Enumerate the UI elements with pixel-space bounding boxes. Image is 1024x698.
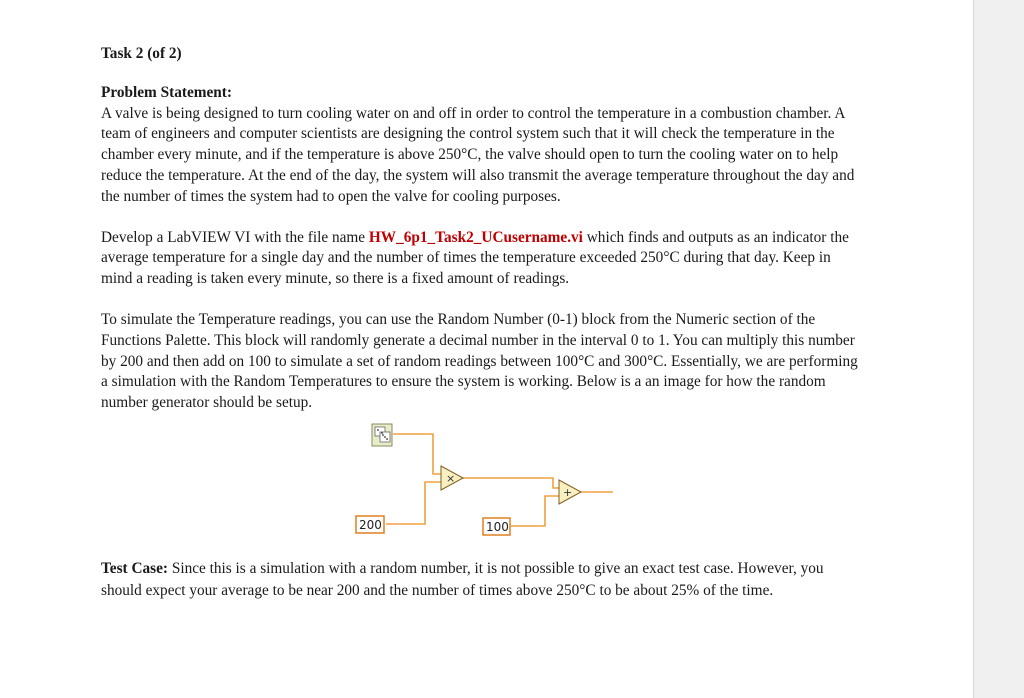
constant-200[interactable] [356, 516, 384, 533]
problem-heading: Problem Statement: [101, 83, 232, 101]
constant-100-value: 100 [486, 519, 509, 534]
side-panel [973, 0, 1024, 698]
develop-text-after: which finds and outputs as an indicator the average temperature for a single day and the number of times the temperature exceeded 250°C during that day. Keep in mind a reading is taken every minute, so there is a fixed amount of readings. [101, 228, 849, 288]
task-title: Task 2 (of 2) [101, 45, 182, 62]
document-content [101, 44, 861, 603]
testcase-paragraph [101, 558, 861, 603]
develop-filename: HW_6p1_Task2_UCusername.vi [368, 228, 583, 246]
add-symbol: + [563, 485, 573, 499]
random-number-block[interactable] [372, 424, 392, 446]
simulate-paragraph: To simulate the Temperature readings, you can use the Random Number (0-1) block from the Numeric section of the Functions Palette. This block will randomly generate a decimal number in the interval 0 to 1. You can multiply this number by 200 and then add on 100 to simulate a set of random readings between 100°C and 300°C. Essentially, we are performing a simulation with the Random Temperatures to ensure the system is working. Below is a an image for how the random number generator should be setup. [101, 310, 858, 412]
multiply-node[interactable] [441, 466, 463, 490]
labview-block-diagram [101, 420, 861, 550]
wires [386, 434, 613, 526]
develop-paragraph [101, 228, 861, 290]
develop-text-before: Develop a LabVIEW VI with the file name [101, 228, 369, 246]
constant-100[interactable] [483, 518, 510, 535]
wire-200-to-multiply [386, 482, 441, 524]
wire-100-to-add [511, 496, 559, 526]
wire-random-to-multiply [393, 434, 441, 474]
multiply-symbol: × [446, 471, 456, 485]
testcase-label: Test Case: [101, 559, 168, 577]
constant-200-value: 200 [359, 517, 382, 532]
testcase-text: Since this is a simulation with a random number, it is not possible to give an exact test case. However, you should expect your average to be near 200 and the number of times above 250°C to be about 25% of the time. [101, 559, 824, 600]
labview-diagram-svg [101, 420, 861, 550]
wire-multiply-to-add [462, 478, 559, 488]
problem-paragraph: A valve is being designed to turn cooling water on and off in order to control the temperature in a combustion chamber. A team of engineers and computer scientists are designing the control system such that it will check the temperature in the chamber every minute, and if the temperature is above 250°C, the valve should open to turn the cooling water on to help reduce the temperature. At the end of the day, the system will also transmit the average temperature throughout the day and the number of times the system had to open the valve for cooling purposes. [101, 104, 855, 205]
add-node[interactable] [559, 480, 581, 504]
